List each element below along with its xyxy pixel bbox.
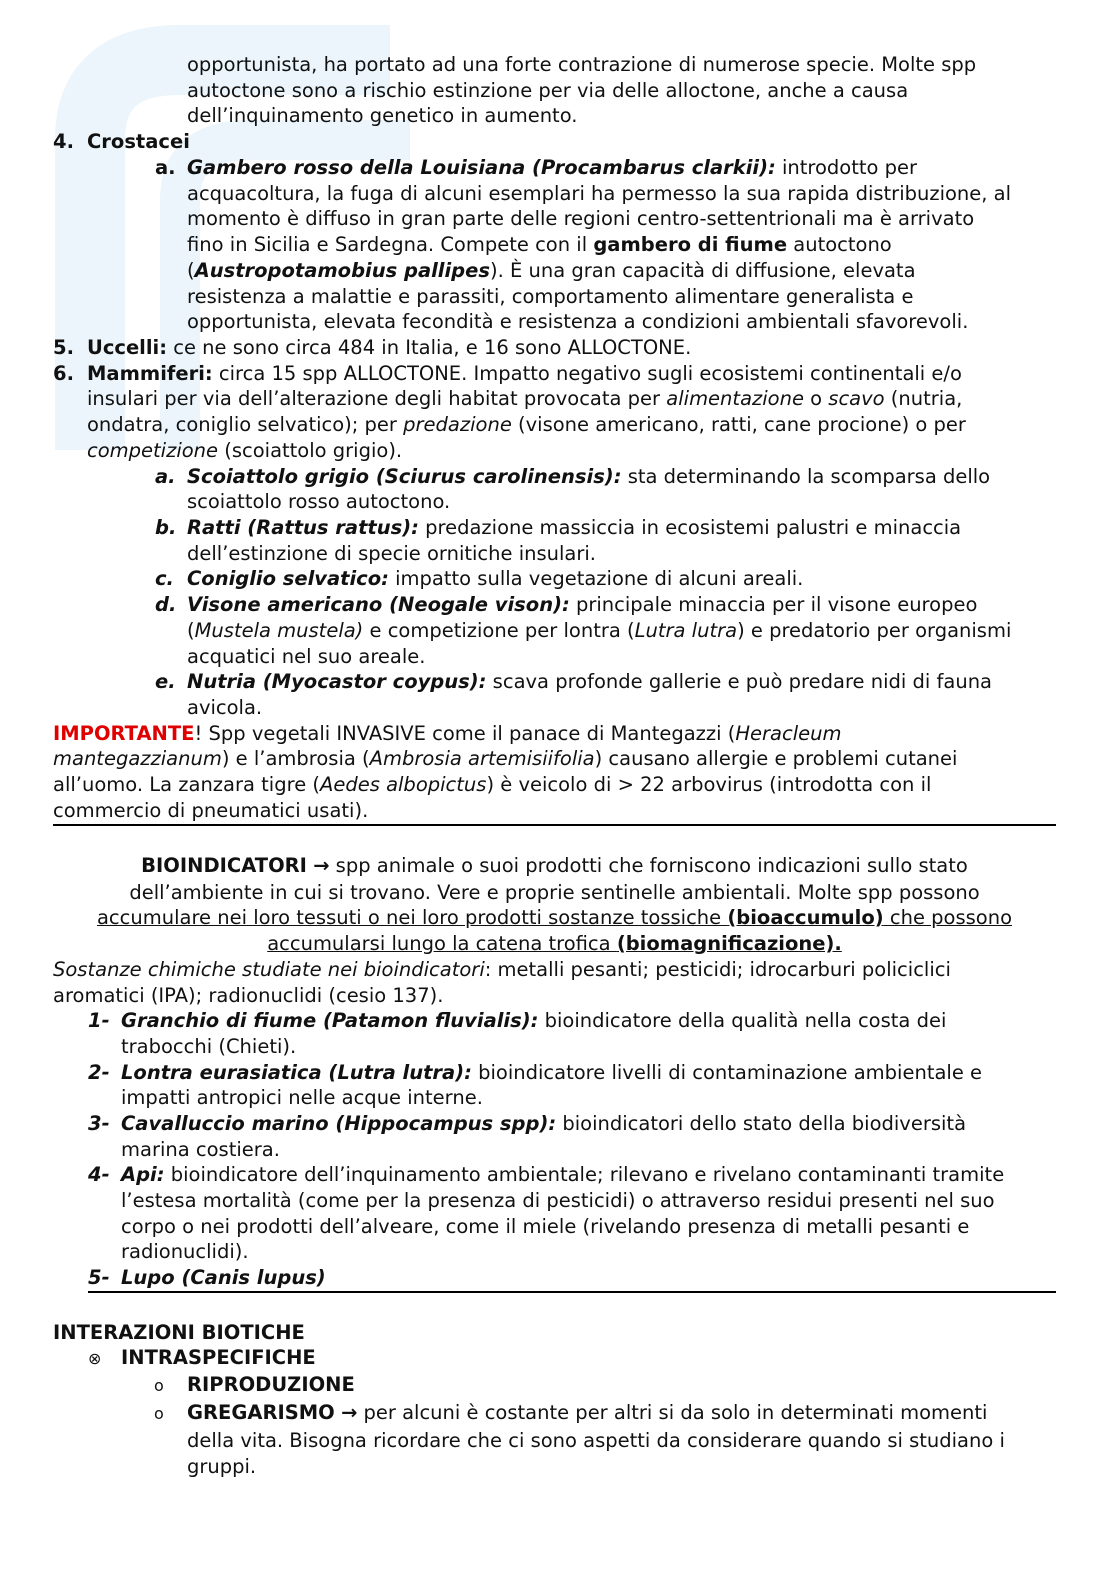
bio-item-2-marker: 2- — [88, 1061, 110, 1084]
section-5-number: 5. — [53, 336, 74, 359]
bio-item-4-line-3: corpo o nei prodotti dell’alveare, come il miele (rivelando presenza di metalli pesanti e — [121, 1215, 970, 1238]
bio-line-1: BIOINDICATORI → spp animale o suoi prodotti che forniscono indicazioni sullo stato — [141, 854, 968, 877]
s4a-marker: a. — [155, 156, 176, 179]
bio-item-4-marker: 4- — [88, 1163, 110, 1186]
s4a-line-4: fino in Sicilia e Sardegna. Compete con il gambero di fiume autoctono — [187, 233, 892, 256]
s6a-marker: a. — [155, 465, 176, 488]
inter-title: INTERAZIONI BIOTICHE — [53, 1321, 305, 1344]
bio-item-3-line-1: Cavalluccio marino (Hippocampus spp): bioindicatori dello stato della biodiversità — [121, 1112, 967, 1135]
bio-line-3: accumulare nei loro tessuti o nei loro prodotti sostanze tossiche (bioaccumulo) che possono — [96, 906, 1013, 929]
s4a-line-1: Gambero rosso della Louisiana (Procambarus clarkii): introdotto per — [187, 156, 918, 179]
bio-item-4-line-4: radionuclidi). — [121, 1240, 249, 1263]
s4a-line-7: opportunista, elevata fecondità e resistenza a condizioni ambientali sfavorevoli. — [187, 310, 969, 333]
important-label: IMPORTANTE — [53, 722, 195, 745]
intro-line-1: opportunista, ha portato ad una forte contrazione di numerose specie. Molte spp — [187, 53, 977, 76]
important-line-2: mantegazzianum) e l’ambrosia (Ambrosia artemisiifolia) causano allergie e problemi cutanei — [53, 747, 958, 770]
circle-bullet-icon: o — [154, 1404, 164, 1423]
important-line-4: commercio di pneumatici usati). — [53, 799, 369, 822]
important-line-1: IMPORTANTE! Spp vegetali INVASIVE come il panace di Mantegazzi (Heracleum — [53, 722, 842, 745]
s6a-line-2: scoiattolo rosso autoctono. — [187, 490, 451, 513]
bio-item-1-line-1: Granchio di fiume (Patamon fluvialis): bioindicatore della qualità nella costa dei — [121, 1009, 947, 1032]
section-6-line-2: insulari per via dell’alterazione degli habitat provocata per alimentazione o scavo (nutria, — [87, 387, 963, 410]
s4a-line-2: acquacoltura, la fuga di alcuni esemplari ha permesso la sua rapida distribuzione, al — [187, 182, 1012, 205]
bio-item-3-marker: 3- — [88, 1112, 110, 1135]
s6e-line-2: avicola. — [187, 696, 263, 719]
section-6-line-4: competizione (scoiattolo grigio). — [87, 439, 403, 462]
s6e-marker: e. — [155, 670, 176, 693]
bio-chem-line-1: Sostanze chimiche studiate nei bioindicatori: metalli pesanti; pesticidi; idrocarburi policiclici — [53, 958, 951, 981]
inter-gregarismo-line-3: gruppi. — [187, 1455, 257, 1478]
s6b-line-2: dell’estinzione di specie ornitiche insulari. — [187, 542, 597, 565]
section-divider-2 — [88, 1291, 1056, 1293]
s4a-line-6: resistenza a malattie e parassiti, comportamento alimentare generalista e — [187, 285, 914, 308]
s6b-marker: b. — [155, 516, 177, 539]
s6e-line-1: Nutria (Myocastor coypus): scava profonde gallerie e può predare nidi di fauna — [187, 670, 992, 693]
section-4-number: 4. — [53, 130, 74, 153]
s6d-marker: d. — [155, 593, 177, 616]
bio-item-1-marker: 1- — [88, 1009, 110, 1032]
bio-item-5-line-1: Lupo (Canis lupus) — [121, 1266, 326, 1289]
section-6-line-1: Mammiferi: circa 15 spp ALLOCTONE. Impatto negativo sugli ecosistemi continentali e/o — [87, 362, 962, 385]
arrow-icon: → — [340, 1401, 358, 1424]
inter-gregarismo-line-2: della vita. Bisogna ricordare che ci sono aspetti da considerare quando si studiano i — [187, 1429, 1005, 1452]
s4a-line-3: momento è diffuso in gran parte delle regioni centro-settentrionali ma è arrivato — [187, 207, 975, 230]
intro-line-2: autoctone sono a rischio estinzione per via delle alloctone, anche a causa — [187, 79, 909, 102]
bio-chem-line-2: aromatici (IPA); radionuclidi (cesio 137). — [53, 984, 444, 1007]
bio-item-3-line-2: marina costiera. — [121, 1138, 280, 1161]
important-line-3: all’uomo. La zanzara tigre (Aedes albopictus) è veicolo di > 22 arbovirus (introdotta con il — [53, 773, 932, 796]
arrow-icon: → — [313, 854, 330, 877]
section-5-line: Uccelli: ce ne sono circa 484 in Italia, e 16 sono ALLOCTONE. — [87, 336, 692, 359]
circle-x-bullet-icon: ⊗ — [88, 1349, 102, 1368]
bio-item-2-line-2: impatti antropici nelle acque interne. — [121, 1086, 483, 1109]
s6d-line-1: Visone americano (Neogale vison): principale minaccia per il visone europeo — [187, 593, 978, 616]
s4a-line-5: (Austropotamobius pallipes). È una gran capacità di diffusione, elevata — [187, 259, 916, 282]
inter-riproduzione: RIPRODUZIONE — [187, 1373, 355, 1396]
s6d-line-2: (Mustela mustela) e competizione per lontra (Lutra lutra) e predatorio per organismi — [187, 619, 1012, 642]
bio-item-5-marker: 5- — [88, 1266, 110, 1289]
s6a-line-1: Scoiattolo grigio (Sciurus carolinensis): sta determinando la scomparsa dello — [187, 465, 991, 488]
section-6-line-3: ondatra, coniglio selvatico); per predazione (visone americano, ratti, cane procione) o per — [87, 413, 966, 436]
bio-item-1-line-2: trabocchi (Chieti). — [121, 1035, 297, 1058]
bio-line-4: accumularsi lungo la catena trofica (biomagnificazione). — [267, 932, 842, 955]
s6d-line-3: acquatici nel suo areale. — [187, 645, 426, 668]
bio-item-4-line-2: l’estesa mortalità (come per la presenza di pesticidi) o attraverso residui presenti nel suo — [121, 1189, 995, 1212]
inter-gregarismo-line-1: GREGARISMO → per alcuni è costante per altri si da solo in determinati momenti — [187, 1401, 988, 1424]
s6c-line-1: Coniglio selvatico: impatto sulla vegetazione di alcuni areali. — [187, 567, 804, 590]
inter-sub-title: INTRASPECIFICHE — [121, 1346, 316, 1369]
s6c-marker: c. — [155, 567, 174, 590]
section-4-title: Crostacei — [87, 130, 190, 153]
bio-line-2: dell’ambiente in cui si trovano. Vere e proprie sentinelle ambientali. Molte spp possono — [129, 881, 980, 904]
s6b-line-1: Ratti (Rattus rattus): predazione massiccia in ecosistemi palustri e minaccia — [187, 516, 962, 539]
section-divider-1 — [53, 824, 1056, 826]
section-6-number: 6. — [53, 362, 74, 385]
circle-bullet-icon: o — [154, 1376, 164, 1395]
intro-line-3: dell’inquinamento genetico in aumento. — [187, 104, 578, 127]
bio-item-2-line-1: Lontra eurasiatica (Lutra lutra): bioindicatore livelli di contaminazione ambientale e — [121, 1061, 983, 1084]
bio-item-4-line-1: Api: bioindicatore dell’inquinamento ambientale; rilevano e rivelano contaminanti tramite — [121, 1163, 1005, 1186]
